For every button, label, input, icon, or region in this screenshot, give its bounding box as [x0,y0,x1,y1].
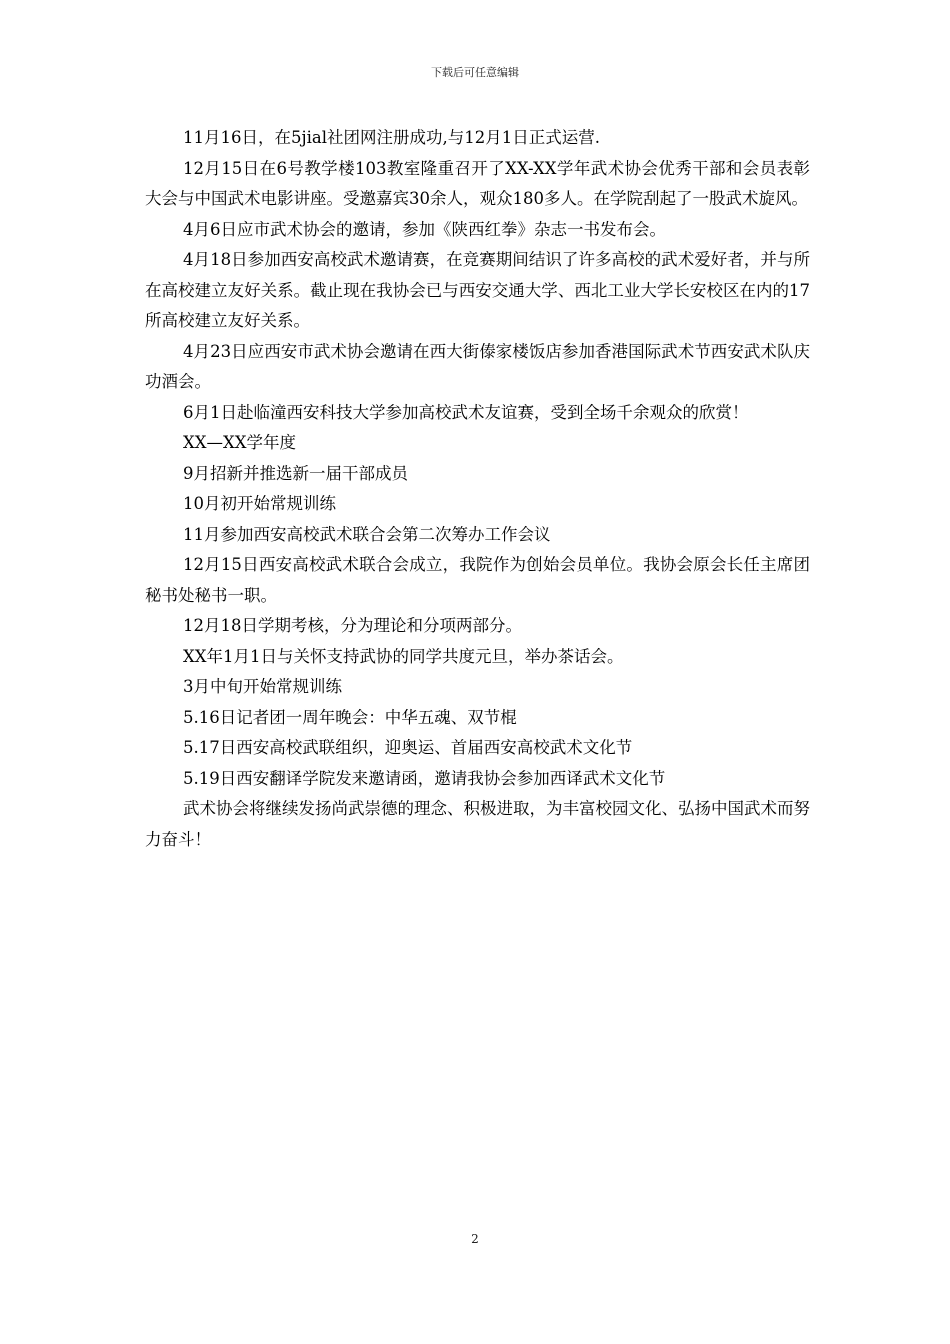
paragraph: 5.17日西安高校武联组织，迎奥运、首届西安高校武术文化节 [183,738,633,757]
paragraph: 4月23日应西安市武术协会邀请在西大街傣家楼饭店参加香港国际武术节西安武术队庆功酒会。 [145,341,810,391]
paragraph: 12月18日学期考核，分为理论和分项两部分。 [183,616,522,635]
paragraph: 11月参加西安高校武术联合会第二次筹办工作会议 [183,524,551,544]
paragraph: XX—XX学年度 [183,433,296,452]
paragraph: 4月6日应市武术协会的邀请，参加《陕西红拳》杂志一书发布会。 [183,219,666,239]
paragraph: 3月中旬开始常规训练 [183,677,342,696]
paragraph: 5.19日西安翻译学院发来邀请函，邀请我协会参加西译武术文化节 [183,768,666,788]
paragraph: 11月16日，在5jial社团网注册成功,与12月1日正式运营. [183,128,600,147]
paragraph: 9月招新并推选新一届干部成员 [183,463,408,483]
paragraph: 10月初开始常规训练 [183,494,336,513]
closing-paragraph: 武术协会将继续发扬尚武崇德的理念、积极进取，为丰富校园文化、弘扬中国武术而努力奋斗！ [145,799,810,849]
paragraph: 4月18日参加西安高校武术邀请赛，在竞赛期间结识了许多高校的武术爱好者，并与所在高校建立友好关系。截止现在我协会已与西安交通大学、西北工业大学长安校区在内的17所高校建立友好关系。 [145,250,810,330]
page-number: 2 [471,1232,479,1246]
paragraph: 12月15日在6号教学楼103教室隆重召开了XX-XX学年武术协会优秀干部和会员表彰大会与中国武术电影讲座。受邀嘉宾30余人，观众180多人。在学院刮起了一股武术旋风。 [145,158,810,208]
paragraph: 12月15日西安高校武术联合会成立，我院作为创始会员单位。我协会原会长任主席团秘书处秘书一职。 [145,555,810,605]
document-body [145,123,810,855]
page-header: 下载后可任意编辑 [431,66,519,79]
paragraph: 6月1日赴临潼西安科技大学参加高校武术友谊赛，受到全场千余观众的欣赏！ [183,402,749,422]
paragraph: XX年1月1日与关怀支持武协的同学共度元旦，举办茶话会。 [183,646,624,666]
paragraph: 5.16日记者团一周年晚会：中华五魂、双节棍 [183,707,517,727]
